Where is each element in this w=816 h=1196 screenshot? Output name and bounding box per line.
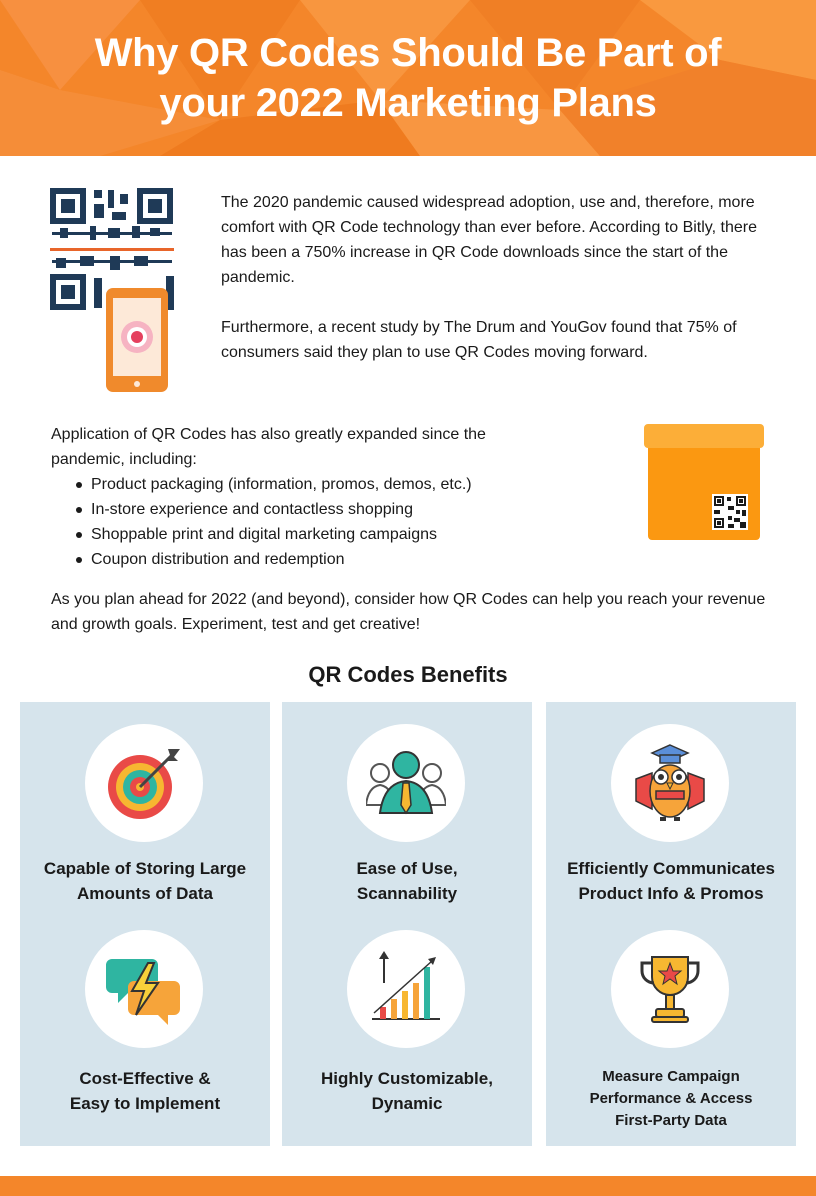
user-group-icon [366, 743, 446, 823]
benefit-card [282, 724, 532, 944]
applications-intro: Application of QR Codes has also greatly expanded since the pandemic, including: [51, 426, 486, 468]
qr-box-icon [644, 424, 768, 544]
page-title-line-2: your 2022 Marketing Plans [159, 81, 657, 125]
benefit-icon-circle [85, 930, 203, 1048]
benefit-icon-circle [611, 930, 729, 1048]
benefit-label: Cost-Effective & Easy to Implement [69, 1069, 221, 1113]
intro-paragraph-1: The 2020 pandemic caused widespread adoption, use and, therefore, more comfort with QR Code technology than ever before. According to Bitly, there has been a 750% increase in QR Code downloads since the start of the pandemic. [221, 194, 757, 286]
page-title [0, 28, 816, 128]
benefits-title: QR Codes Benefits [308, 662, 508, 687]
owl-icon [630, 743, 710, 823]
benefits-column-3 [546, 702, 796, 1146]
trophy-icon [630, 949, 710, 1029]
list-item: Coupon distribution and redemption [73, 547, 551, 572]
list-item: Shoppable print and digital marketing campaigns [73, 522, 551, 547]
chat-bolt-icon [104, 949, 184, 1029]
closing-paragraph: As you plan ahead for 2022 (and beyond), consider how QR Codes can help you reach your revenue and growth goals. Experiment, test and get creative! [51, 591, 766, 633]
benefit-icon-circle [347, 724, 465, 842]
list-item: Product packaging (information, promos, demos, etc.) [73, 472, 551, 497]
benefits-column-2 [282, 702, 532, 1146]
growth-chart-icon [366, 949, 446, 1029]
benefit-label: Efficiently Communicates Product Info & Promos [567, 859, 775, 903]
intro-paragraph-2: Furthermore, a recent study by The Drum and YouGov found that 75% of consumers said they plan to use QR Codes moving forward. [221, 319, 737, 361]
benefit-card [20, 930, 270, 1150]
benefit-card [20, 724, 270, 944]
benefit-icon-circle [85, 724, 203, 842]
header-banner [0, 0, 816, 156]
benefit-icon-circle [347, 930, 465, 1048]
page-title-line-1: Why QR Codes Should Be Part of [94, 31, 722, 75]
target-icon [104, 743, 184, 823]
list-item: In-store experience and contactless shopping [73, 497, 551, 522]
benefit-card [546, 724, 796, 944]
footer-bar [0, 1176, 816, 1196]
benefit-card [282, 930, 532, 1150]
benefit-icon-circle [611, 724, 729, 842]
benefit-label: Measure Campaign Performance & Access First-Party Data [589, 1068, 753, 1129]
benefit-label: Ease of Use, Scannability [356, 859, 458, 903]
qr-phone-icon [50, 188, 176, 394]
applications-section [51, 422, 551, 572]
benefit-label: Capable of Storing Large Amounts of Data [43, 859, 247, 903]
benefits-column-1 [20, 702, 270, 1146]
benefit-card [546, 930, 796, 1150]
benefit-label: Highly Customizable, Dynamic [321, 1069, 493, 1113]
intro-text [221, 190, 771, 365]
applications-list [73, 472, 551, 572]
